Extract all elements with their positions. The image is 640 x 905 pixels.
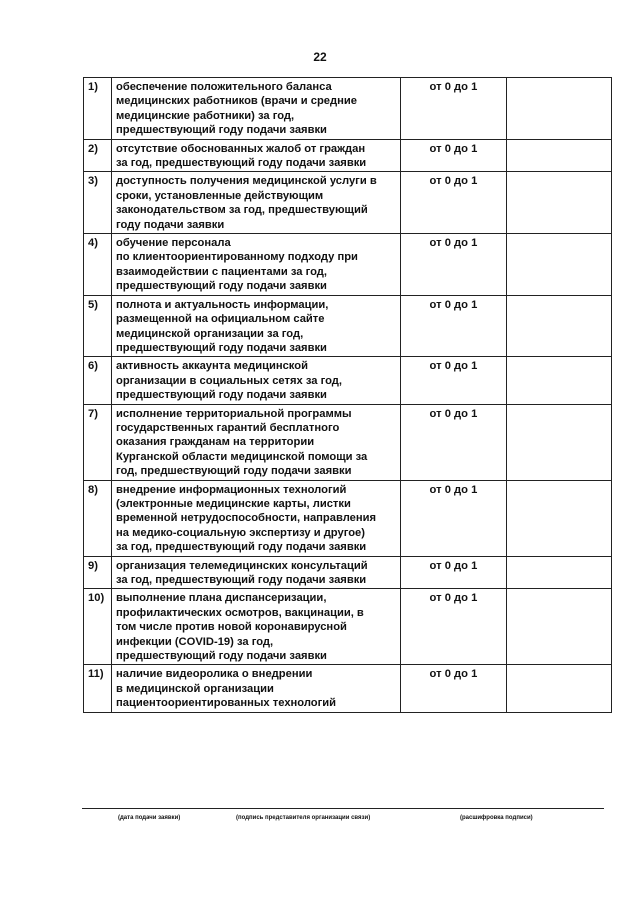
criterion-text-cell: обеспечение положительного баланса медицинских работников (врачи и средние медицинские работники) за год, предшествующий году подачи заявки xyxy=(111,78,400,140)
score-value-cell xyxy=(507,172,612,234)
score-range-cell: от 0 до 1 xyxy=(400,172,507,234)
score-value-cell xyxy=(507,589,612,665)
score-range-cell: от 0 до 1 xyxy=(400,234,507,296)
criteria-row xyxy=(84,357,612,404)
score-value-cell xyxy=(507,404,612,480)
criterion-text-cell: доступность получения медицинской услуги в сроки, установленные действующим законодательством за год, предшествующий году подачи заявки xyxy=(111,172,400,234)
criteria-table-body xyxy=(84,78,612,713)
criteria-row xyxy=(84,665,612,712)
score-value-cell xyxy=(507,665,612,712)
criterion-text-cell: исполнение территориальной программы государственных гарантий бесплатного оказания гражданам на территории Курганской области медицинской помощи за год, предшествующий году подачи заявки xyxy=(111,404,400,480)
date-caption: (дата подачи заявки) xyxy=(118,815,181,821)
signature-caption: (подпись представителя организации связи) xyxy=(236,815,371,821)
criteria-row xyxy=(84,295,612,357)
score-value-cell xyxy=(507,295,612,357)
signature-decode-caption: (расшифровка подписи) xyxy=(460,815,533,821)
score-range-cell: от 0 до 1 xyxy=(400,295,507,357)
row-number-cell: 8) xyxy=(84,480,112,556)
criterion-text-cell: организация телемедицинских консультаций за год, предшествующий году подачи заявки xyxy=(111,556,400,589)
criteria-row xyxy=(84,78,612,140)
row-number-cell: 9) xyxy=(84,556,112,589)
criteria-table xyxy=(83,77,612,713)
row-number-cell: 11) xyxy=(84,665,112,712)
score-range-cell: от 0 до 1 xyxy=(400,480,507,556)
score-value-cell xyxy=(507,139,612,172)
score-range-cell: от 0 до 1 xyxy=(400,589,507,665)
criteria-row xyxy=(84,234,612,296)
page-number: 22 xyxy=(313,50,327,64)
criterion-text-cell: отсутствие обоснованных жалоб от граждан за год, предшествующий году подачи заявки xyxy=(111,139,400,172)
score-value-cell xyxy=(507,234,612,296)
score-range-cell: от 0 до 1 xyxy=(400,357,507,404)
row-number-cell: 2) xyxy=(84,139,112,172)
criteria-row xyxy=(84,139,612,172)
criteria-row xyxy=(84,480,612,556)
criteria-row xyxy=(84,404,612,480)
score-range-cell: от 0 до 1 xyxy=(400,78,507,140)
criterion-text-cell: наличие видеоролика о внедрении в медицинской организации пациентоориентированных технологий xyxy=(111,665,400,712)
score-value-cell xyxy=(507,78,612,140)
row-number-cell: 1) xyxy=(84,78,112,140)
signature-line xyxy=(82,808,604,809)
score-value-cell xyxy=(507,556,612,589)
row-number-cell: 5) xyxy=(84,295,112,357)
score-value-cell xyxy=(507,480,612,556)
criteria-row xyxy=(84,589,612,665)
score-value-cell xyxy=(507,357,612,404)
row-number-cell: 7) xyxy=(84,404,112,480)
criterion-text-cell: полнота и актуальность информации, размещенной на официальном сайте медицинской организации за год, предшествующий году подачи заявки xyxy=(111,295,400,357)
score-range-cell: от 0 до 1 xyxy=(400,404,507,480)
criterion-text-cell: внедрение информационных технологий (электронные медицинские карты, листки временной нетрудоспособности, направления на медико-социальную экспертизу и другое) за год, предшествующий году подачи заявки xyxy=(111,480,400,556)
score-range-cell: от 0 до 1 xyxy=(400,665,507,712)
criteria-row xyxy=(84,556,612,589)
row-number-cell: 3) xyxy=(84,172,112,234)
criterion-text-cell: активность аккаунта медицинской организации в социальных сетях за год, предшествующий году подачи заявки xyxy=(111,357,400,404)
row-number-cell: 6) xyxy=(84,357,112,404)
criterion-text-cell: выполнение плана диспансеризации, профилактических осмотров, вакцинации, в том числе против новой коронавирусной инфекции (COVID-19) за год, предшествующий году подачи заявки xyxy=(111,589,400,665)
score-range-cell: от 0 до 1 xyxy=(400,556,507,589)
criterion-text-cell: обучение персонала по клиентоориентированному подходу при взаимодействии с пациентами за год, предшествующий году подачи заявки xyxy=(111,234,400,296)
row-number-cell: 10) xyxy=(84,589,112,665)
score-range-cell: от 0 до 1 xyxy=(400,139,507,172)
row-number-cell: 4) xyxy=(84,234,112,296)
criteria-row xyxy=(84,172,612,234)
